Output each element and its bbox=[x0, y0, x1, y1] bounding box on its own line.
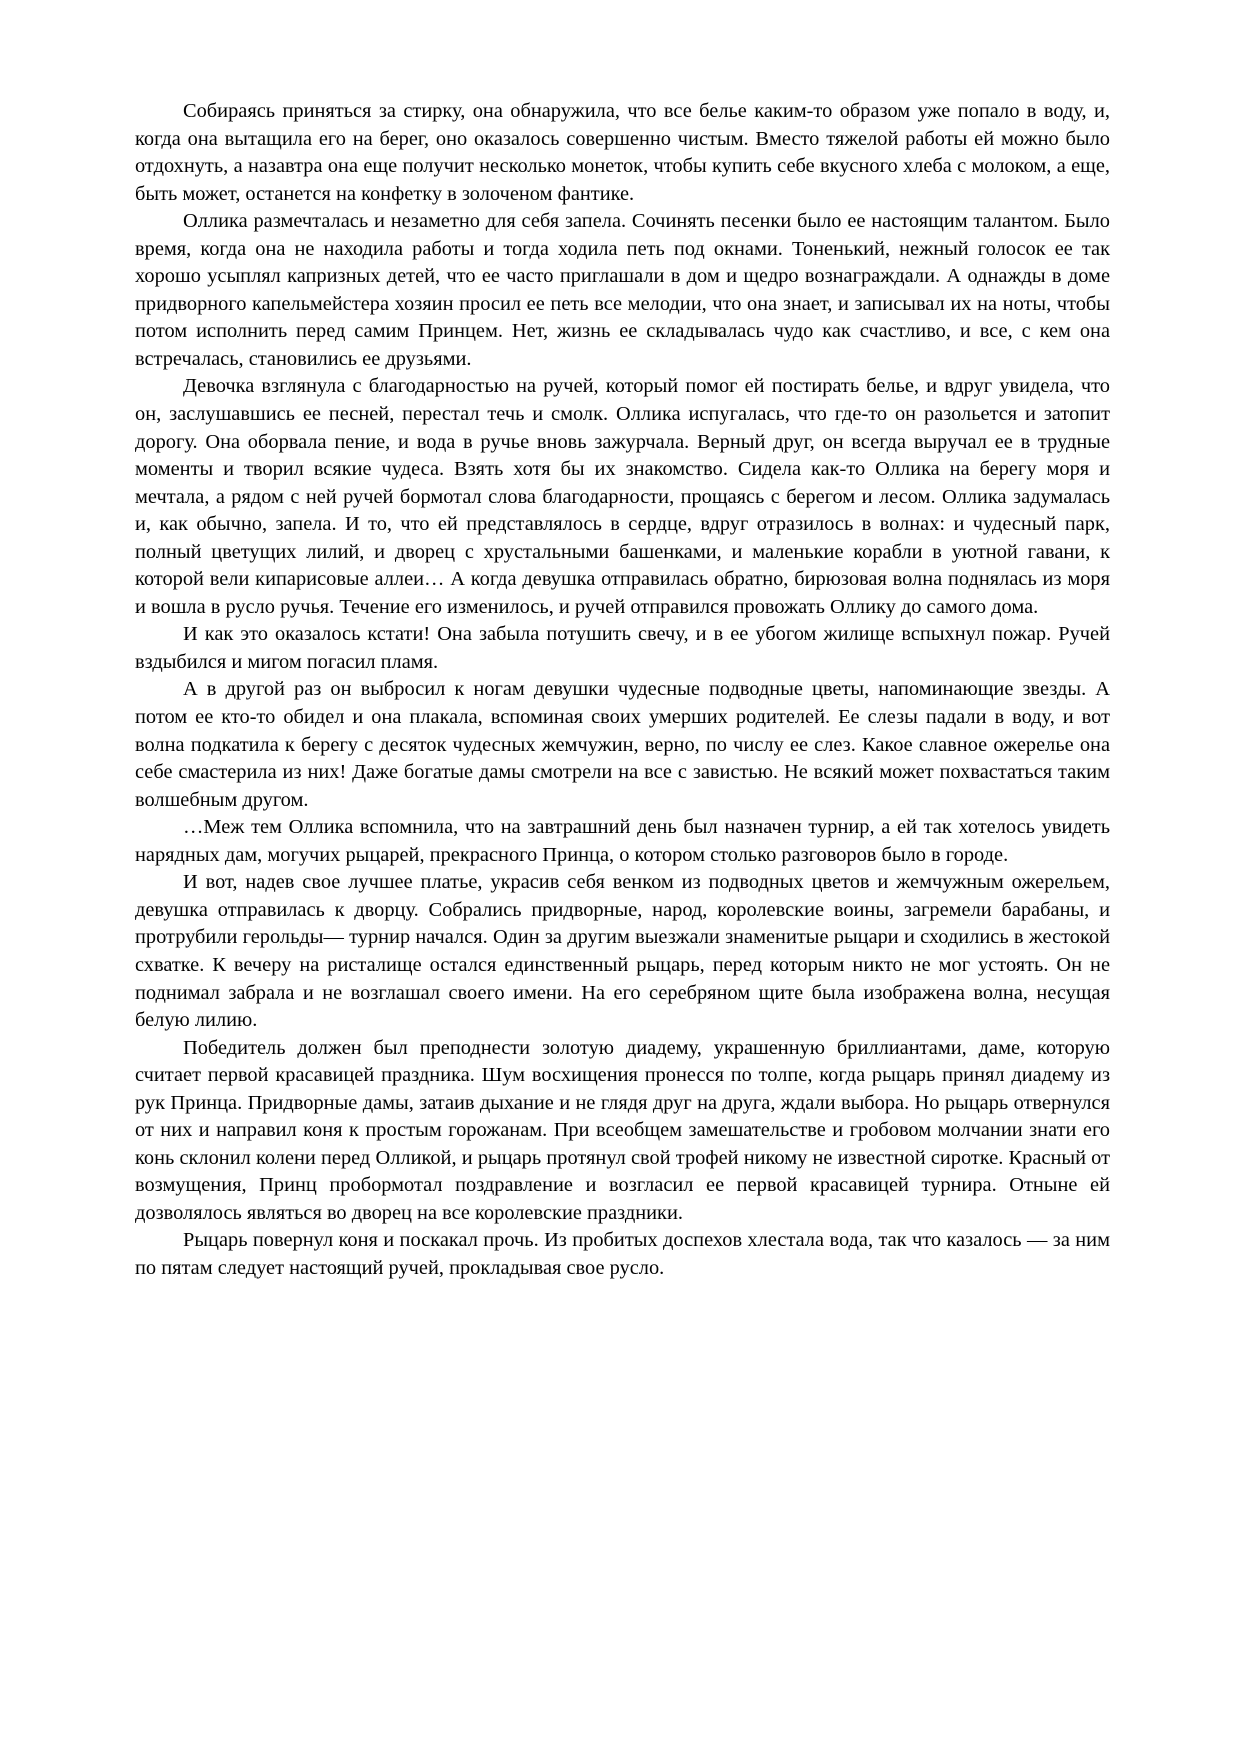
paragraph: Оллика размечталась и незаметно для себя запела. Сочинять песенки было ее настоящим талантом. Было время, когда она не находила работы и тогда ходила петь под окнами. Тоненький, нежный голосок ее так хорошо усыплял капризных детей, что ее часто приглашали в дом и щедро вознаграждали. А однажды в доме придворного капельмейстера хозяин просил ее петь все мелодии, что она знает, и записывал их на ноты, чтобы потом исполнить перед самим Принцем. Нет, жизнь ее складывалась чудо как счастливо, и все, с кем она встречалась, становились ее друзьями. bbox=[135, 210, 1110, 370]
paragraph: …Меж тем Оллика вспомнила, что на завтрашний день был назначен турнир, а ей так хотелось увидеть нарядных дам, могучих рыцарей, прекрасного Принца, о котором столько разговоров было в городе. bbox=[135, 816, 1110, 866]
document-text-body bbox=[135, 98, 1110, 1283]
paragraph: Девочка взглянула с благодарностью на ручей, который помог ей постирать белье, и вдруг увидела, что он, заслушавшись ее песней, перестал течь и смолк. Оллика испугалась, что где-то он разольется и затопит дорогу. Она оборвала пение, и вода в ручье вновь зажурчала. Верный друг, он всегда выручал ее в трудные моменты и творил всякие чудеса. Взять хотя бы их знакомство. Сидела как-то Оллика на берегу моря и мечтала, а рядом с ней ручей бормотал слова благодарности, прощаясь с берегом и лесом. Оллика задумалась и, как обычно, запела. И то, что ей представлялось в сердце, вдруг отразилось в волнах: и чудесный парк, полный цветущих лилий, и дворец с хрустальными башенками, и маленькие корабли в уютной гавани, к которой вели кипарисовые аллеи… А когда девушка отправилась обратно, бирюзовая волна поднялась из моря и вошла в русло ручья. Течение его изменилось, и ручей отправился провожать Оллику до самого дома. bbox=[135, 375, 1110, 618]
paragraph: И как это оказалось кстати! Она забыла потушить свечу, и в ее убогом жилище вспыхнул пожар. Ручей вздыбился и мигом погасил пламя. bbox=[135, 623, 1110, 673]
paragraph: Собираясь приняться за стирку, она обнаружила, что все белье каким-то образом уже попало в воду, и, когда она вытащила его на берег, оно оказалось совершенно чистым. Вместо тяжелой работы ей можно было отдохнуть, а назавтра она еще получит несколько монеток, чтобы купить себе вкусного хлеба с молоком, а еще, быть может, останется на конфетку в золоченом фантике. bbox=[135, 100, 1110, 205]
paragraph: Победитель должен был преподнести золотую диадему, украшенную бриллиантами, даме, которую считает первой красавицей праздника. Шум восхищения пронесся по толпе, когда рыцарь принял диадему из рук Принца. Придворные дамы, затаив дыхание и не глядя друг на друга, ждали выбора. Но рыцарь отвернулся от них и направил коня к простым горожанам. При всеобщем замешательстве и гробовом молчании знати его конь склонил колени перед Олликой, и рыцарь протянул свой трофей никому не известной сиротке. Красный от возмущения, Принц пробормотал поздравление и возгласил ее первой красавицей турнира. Отныне ей дозволялось являться во дворец на все королевские праздники. bbox=[135, 1036, 1110, 1224]
paragraph: А в другой раз он выбросил к ногам девушки чудесные подводные цветы, напоминающие звезды. А потом ее кто-то обидел и она плакала, вспоминая своих умерших родителей. Ее слезы падали в воду, и вот волна подкатила к берегу с десяток чудесных жемчужин, верно, по числу ее слез. Какое славное ожерелье она себе смастерила из них! Даже богатые дамы смотрели на все с завистью. Не всякий может похвастаться таким волшебным другом. bbox=[135, 678, 1110, 811]
paragraph: Рыцарь повернул коня и поскакал прочь. Из пробитых доспехов хлестала вода, так что казалось — за ним по пятам следует настоящий ручей, прокладывая свое русло. bbox=[135, 1229, 1110, 1279]
paragraph: И вот, надев свое лучшее платье, украсив себя венком из подводных цветов и жемчужным ожерельем, девушка отправилась к дворцу. Собрались придворные, народ, королевские воины, загремели барабаны, и протрубили герольды— турнир начался. Один за другим выезжали знаменитые рыцари и сходились в жестокой схватке. К вечеру на ристалище остался единственный рыцарь, перед которым никто не мог устоять. Он не поднимал забрала и не возглашал своего имени. На его серебряном щите была изображена волна, несущая белую лилию. bbox=[135, 871, 1110, 1032]
